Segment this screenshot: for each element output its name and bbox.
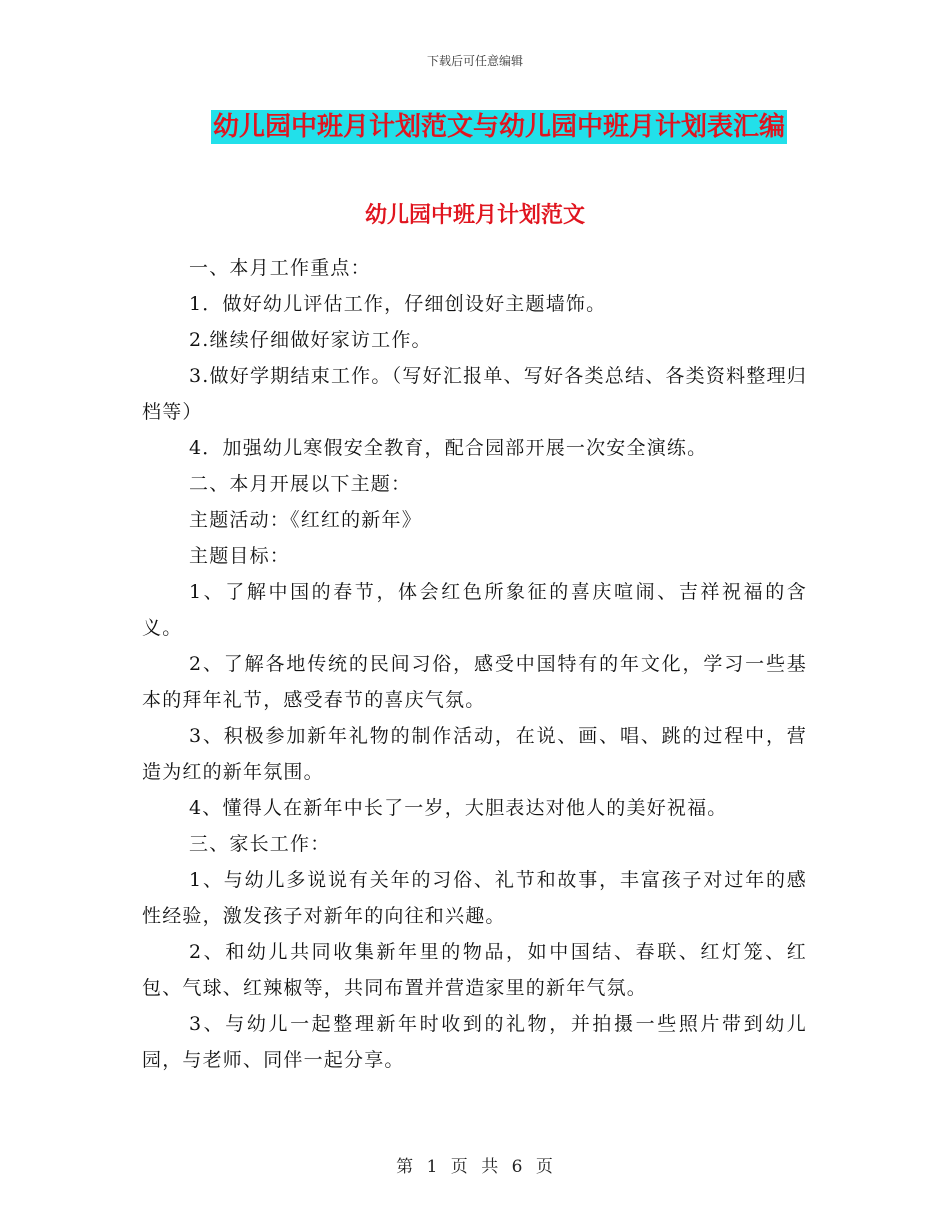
paragraph: 1、了解中国的春节，体会红色所象征的喜庆喧闹、吉祥祝福的含义。 — [142, 581, 807, 639]
paragraph: 一、本月工作重点： — [189, 257, 371, 279]
paragraph: 3、积极参加新年礼物的制作活动，在说、画、唱、跳的过程中，营造为红的新年氛围。 — [142, 725, 807, 783]
paragraph: 主题活动：《红红的新年》 — [189, 509, 422, 531]
header-note: 下载后可任意编辑 — [426, 54, 523, 68]
paragraph: 2、和幼儿共同收集新年里的物品，如中国结、春联、红灯笼、红包、气球、红辣椒等，共同布置并营造家里的新年气氛。 — [142, 941, 807, 999]
page-footer: 第 1 页 共 6 页 — [396, 1157, 554, 1177]
section-title: 幼儿园中班月计划范文 — [364, 203, 585, 228]
doc-title-container — [0, 110, 950, 144]
paragraph: 4．加强幼儿寒假安全教育，配合园部开展一次安全演练。 — [189, 437, 708, 459]
paragraph: 4、懂得人在新年中长了一岁，大胆表达对他人的美好祝福。 — [189, 797, 728, 819]
paragraph: 2.继续仔细做好家访工作。 — [189, 329, 432, 351]
paragraph: 主题目标： — [189, 545, 291, 567]
paragraph: 1．做好幼儿评估工作，仔细创设好主题墙饰。 — [189, 293, 607, 315]
doc-title: 幼儿园中班月计划范文与幼儿园中班月计划表汇编 — [212, 112, 785, 142]
paragraph: 3、与幼儿一起整理新年时收到的礼物，并拍摄一些照片带到幼儿园，与老师、同伴一起分享。 — [142, 1013, 807, 1071]
paragraph: 3.做好学期结束工作。（写好汇报单、写好各类总结、各类资料整理归档等） — [142, 365, 807, 423]
paragraph: 2、了解各地传统的民间习俗，感受中国特有的年文化，学习一些基本的拜年礼节，感受春节的喜庆气氛。 — [142, 653, 807, 711]
document-body — [142, 250, 807, 1078]
paragraph: 三、家长工作： — [189, 833, 331, 855]
paragraph: 二、本月开展以下主题： — [189, 473, 412, 495]
paragraph: 1、与幼儿多说说有关年的习俗、礼节和故事，丰富孩子对过年的感性经验，激发孩子对新年的向往和兴趣。 — [142, 869, 807, 927]
